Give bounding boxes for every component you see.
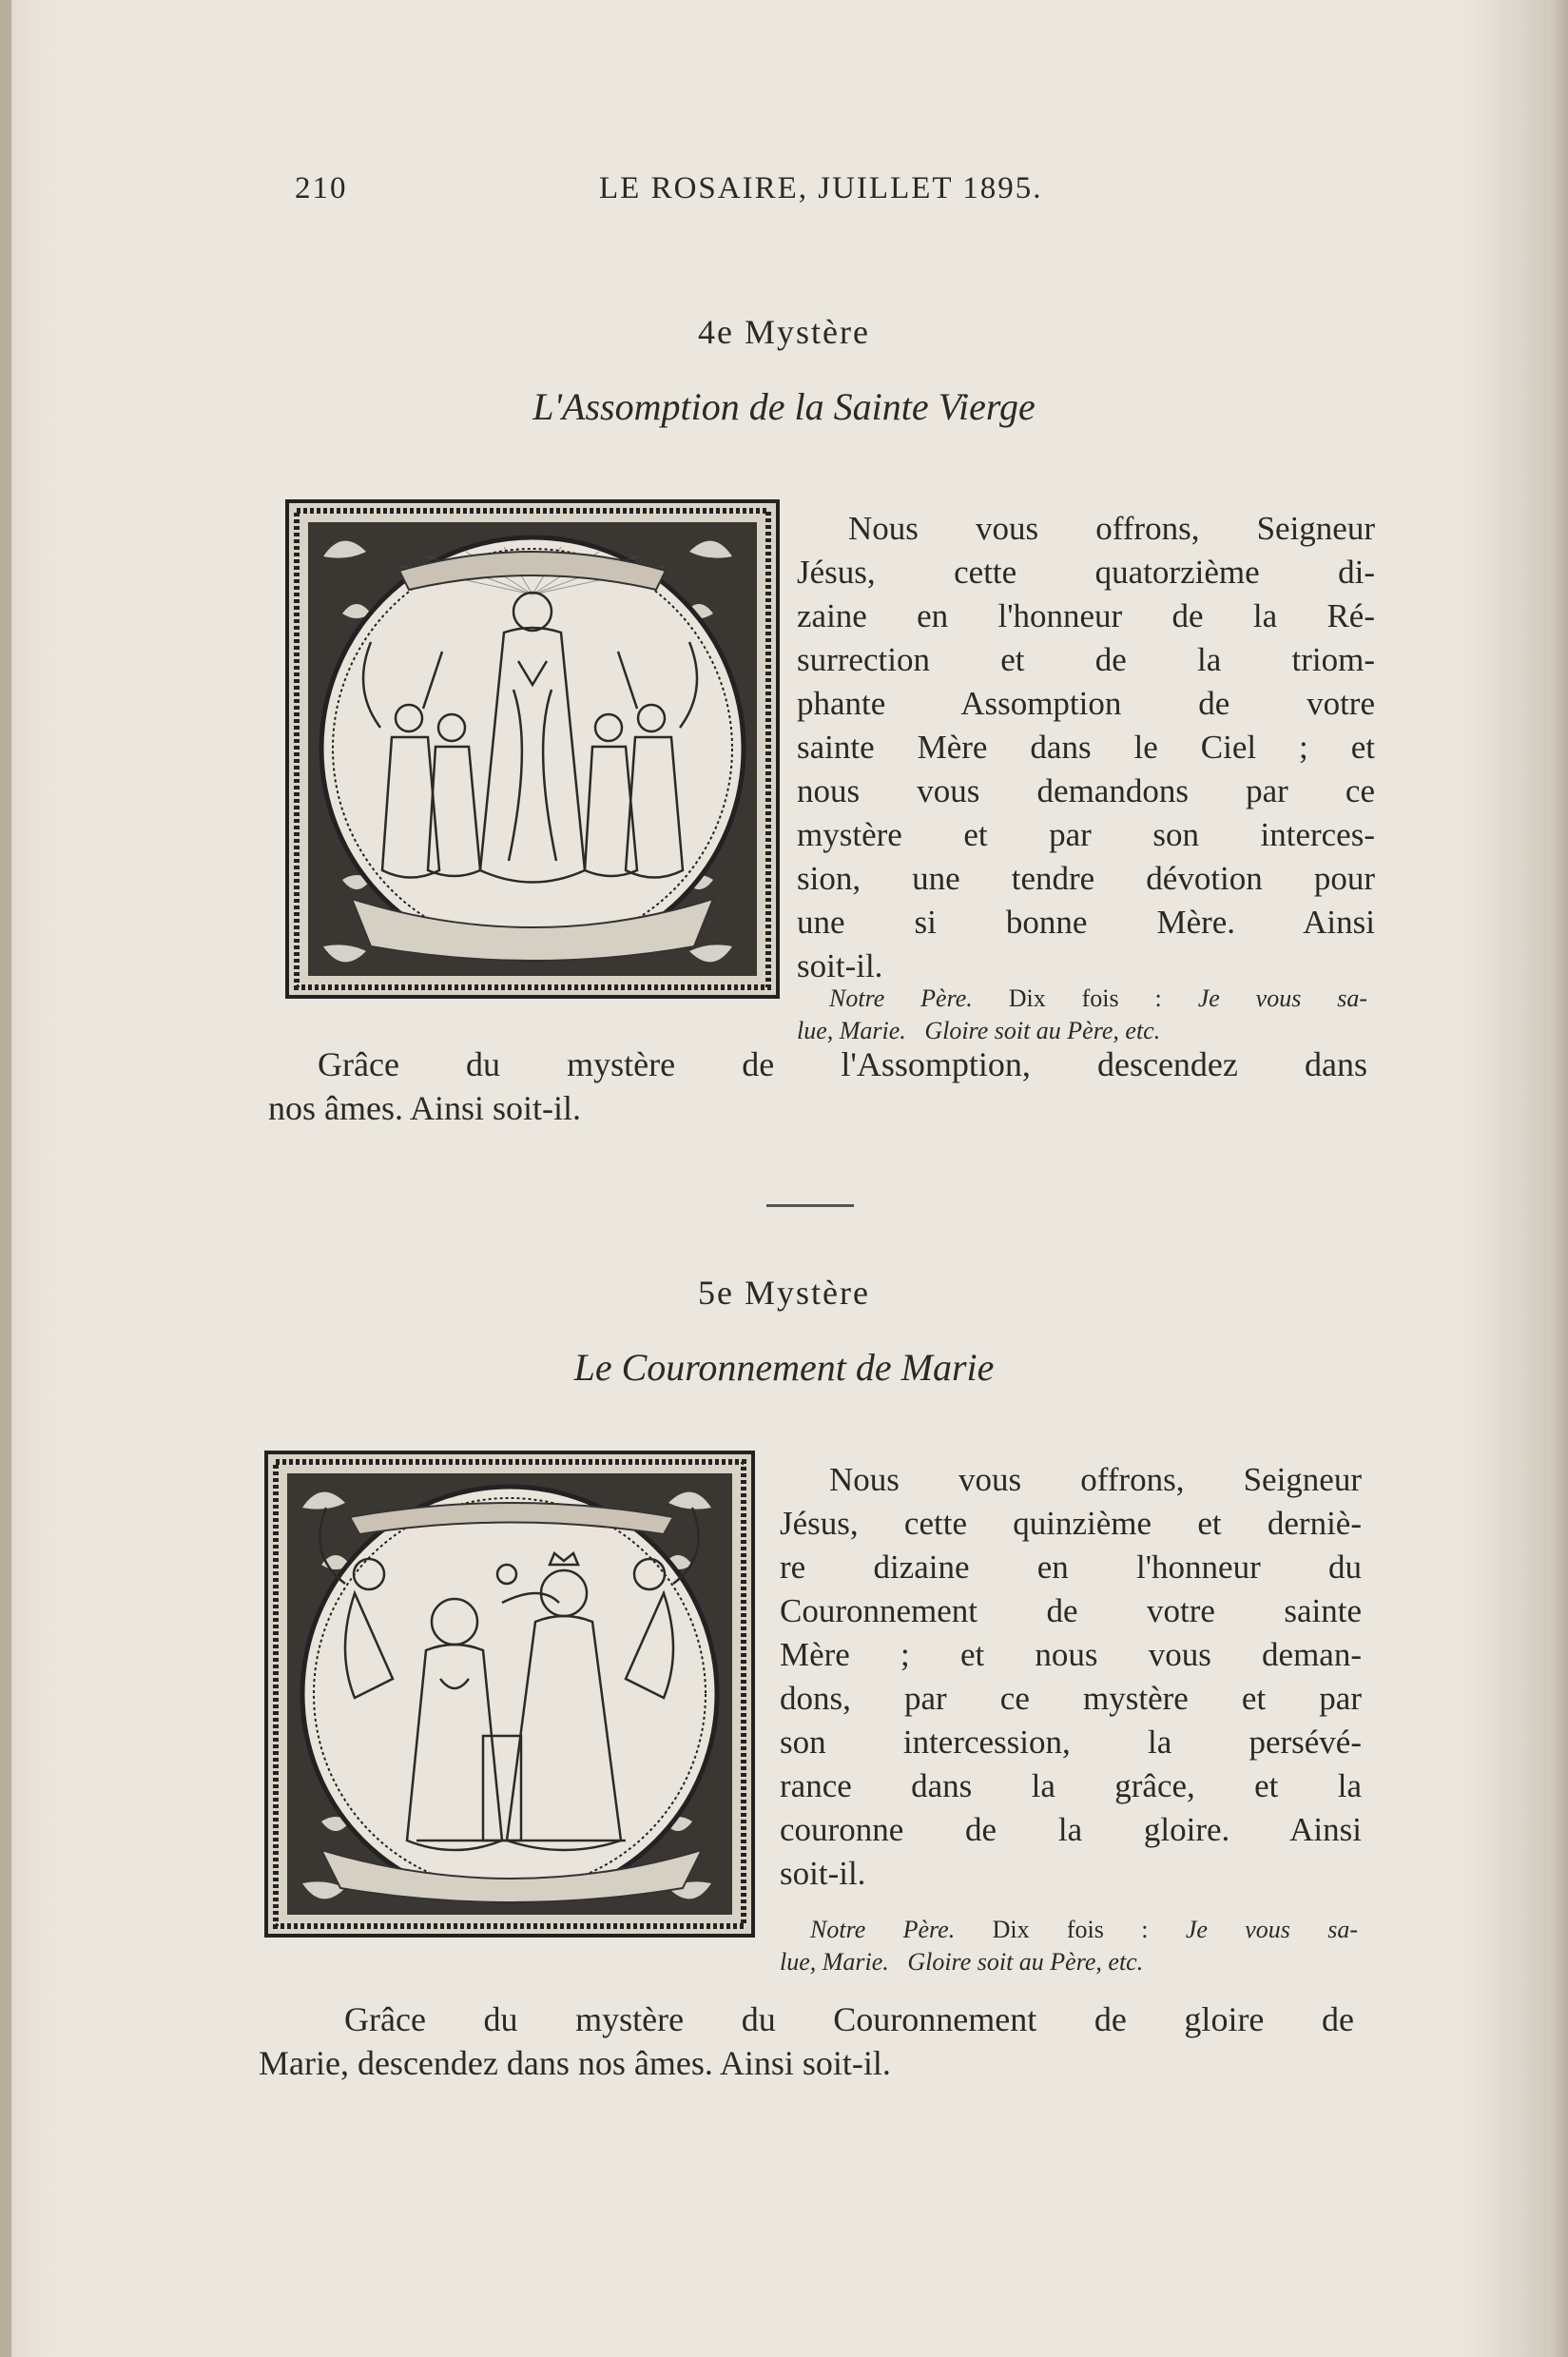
- closing-line: nos âmes. Ainsi soit-il.: [268, 1089, 582, 1127]
- note-line: [797, 983, 1367, 1015]
- closing-line: Grâce du mystère de l'Assomption, descendez dans: [318, 1045, 1367, 1083]
- text-line: sion, une tendre dévotion pour: [797, 860, 1375, 897]
- closing-invocation-4: [268, 1042, 1367, 1130]
- text-line: Mère ; et nous vous deman-: [780, 1636, 1362, 1673]
- mystery-heading-5: 5e Mystère: [698, 1274, 870, 1312]
- note-je-vous-salue: Je vous sa-: [1185, 1916, 1359, 1943]
- note-dix-fois: Dix fois :: [992, 1916, 1149, 1943]
- prayer-text-4: [797, 507, 1375, 988]
- engraving-assumption-image: [285, 499, 780, 999]
- prayer-text-5: [780, 1458, 1362, 1896]
- recitation-note-4: [797, 983, 1367, 1047]
- note-notre-pere: Notre Père.: [829, 984, 973, 1012]
- page-edge: [1547, 0, 1568, 2357]
- text-line: Couronnement de votre sainte: [780, 1592, 1362, 1629]
- note-line: [780, 1914, 1358, 1946]
- engraving-coronation-image: [264, 1451, 755, 1938]
- section-divider: [766, 1204, 854, 1207]
- closing-line: Grâce du mystère du Couronnement de gloire de: [344, 2000, 1354, 2038]
- note-marie: lue, Marie.: [797, 1017, 906, 1044]
- closing-invocation-5: [259, 1997, 1354, 2085]
- text-line: Jésus, cette quinzième et derniè-: [780, 1505, 1362, 1542]
- journal-title: LE ROSAIRE, JUILLET 1895.: [599, 171, 1043, 205]
- mystery-heading-4: 4e Mystère: [698, 313, 870, 351]
- text-line: surrection et de la triom-: [797, 641, 1375, 678]
- text-line: Nous vous offrons, Seigneur: [848, 510, 1375, 547]
- mystery-title-4: L'Assomption de la Sainte Vierge: [532, 385, 1036, 428]
- running-head: [295, 171, 1113, 219]
- text-line: une si bonne Mère. Ainsi: [797, 904, 1375, 941]
- text-line: Nous vous offrons, Seigneur: [829, 1461, 1362, 1498]
- note-line: [780, 1946, 1358, 1978]
- text-line: soit-il.: [797, 947, 883, 984]
- recitation-note-5: [780, 1914, 1358, 1978]
- text-line: mystère et par son interces-: [797, 816, 1375, 853]
- closing-line: Marie, descendez dans nos âmes. Ainsi soit-il.: [259, 2044, 891, 2082]
- mystery-title-5: Le Couronnement de Marie: [573, 1346, 995, 1389]
- note-gloire: Gloire soit au Père, etc.: [924, 1017, 1161, 1044]
- text-line: re dizaine en l'honneur du: [780, 1549, 1362, 1586]
- page-number: 210: [295, 171, 348, 205]
- note-je-vous-salue: Je vous sa-: [1197, 984, 1368, 1012]
- note-marie: lue, Marie.: [780, 1948, 889, 1976]
- text-line: couronne de la gloire. Ainsi: [780, 1811, 1362, 1848]
- text-line: rance dans la grâce, et la: [780, 1767, 1362, 1804]
- text-line: zaine en l'honneur de la Ré-: [797, 597, 1375, 634]
- text-line: dons, par ce mystère et par: [780, 1680, 1362, 1717]
- text-line: nous vous demandons par ce: [797, 772, 1375, 809]
- book-spine-edge: [0, 0, 11, 2357]
- text-line: Jésus, cette quatorzième di-: [797, 554, 1375, 591]
- text-line: sainte Mère dans le Ciel ; et: [797, 729, 1375, 766]
- note-gloire: Gloire soit au Père, etc.: [907, 1948, 1144, 1976]
- note-dix-fois: Dix fois :: [1008, 984, 1162, 1012]
- engraving-coronation: [264, 1451, 755, 1938]
- note-notre-pere: Notre Père.: [810, 1916, 956, 1943]
- text-line: phante Assomption de votre: [797, 685, 1375, 722]
- text-line: son intercession, la persévé-: [780, 1724, 1362, 1761]
- text-line: soit-il.: [780, 1855, 866, 1892]
- engraving-assumption: [285, 499, 780, 999]
